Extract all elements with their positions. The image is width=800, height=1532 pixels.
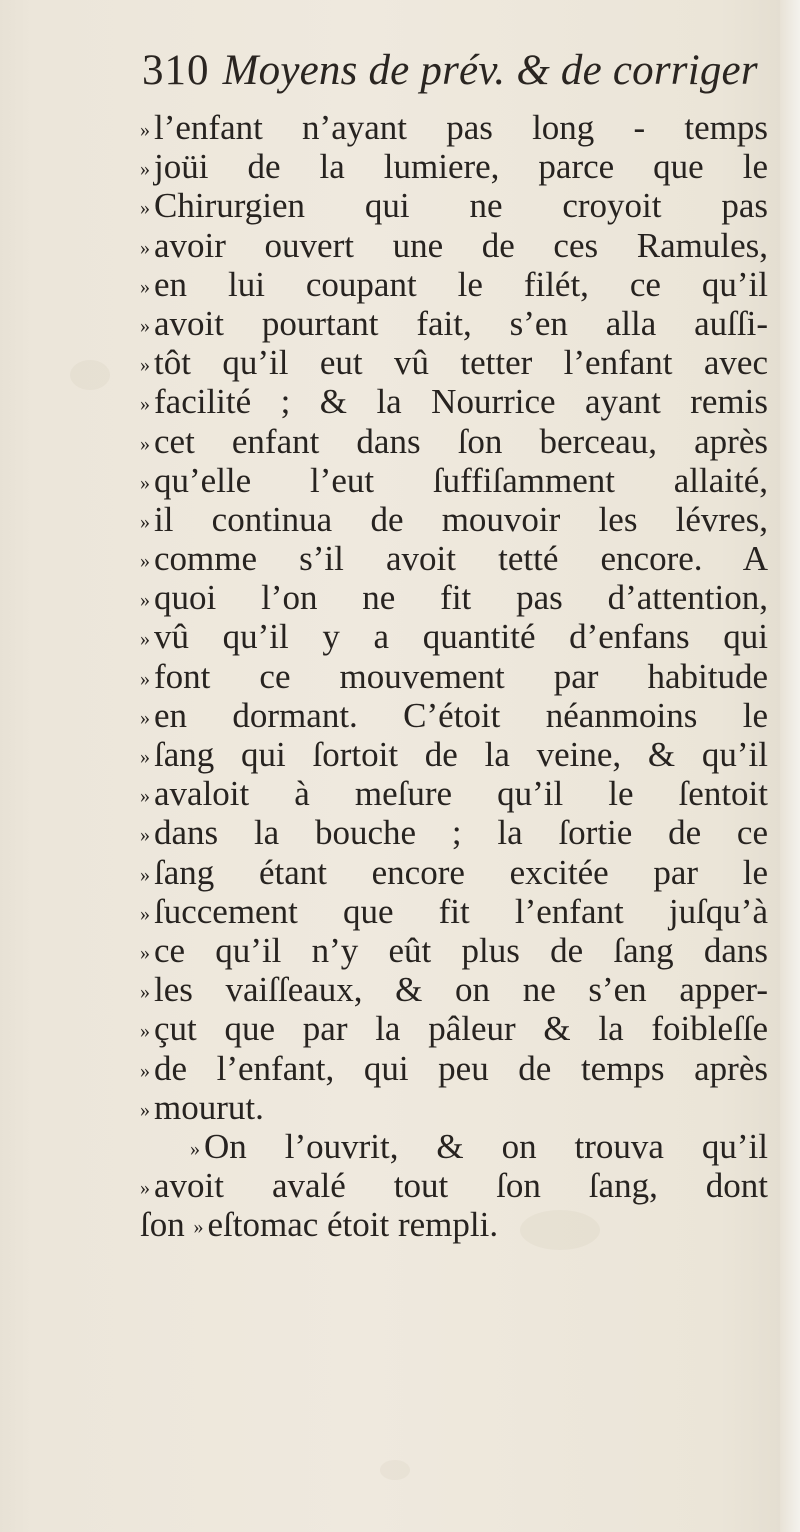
- text-line: [140, 892, 768, 931]
- line-text: avoir ouvert une de ces Ramules,: [154, 225, 768, 265]
- text-line: [140, 696, 768, 735]
- running-title: Moyens de prév. & de corriger: [222, 47, 758, 94]
- line-text: il continua de mouvoir les lévres,: [154, 499, 768, 539]
- line-text: joüi de la lumiere, parce que le: [154, 147, 768, 187]
- quote-mark: »: [140, 785, 150, 808]
- text-line: [140, 382, 768, 421]
- text-line: [140, 186, 768, 225]
- quote-mark: »: [190, 1137, 200, 1160]
- body-text: [140, 108, 768, 1244]
- quote-mark: »: [140, 902, 150, 925]
- quote-mark: »: [140, 275, 150, 298]
- line-text: de l’enfant, qui peu de temps après: [154, 1048, 768, 1088]
- text-line: [140, 813, 768, 852]
- quote-mark: »: [140, 1020, 150, 1043]
- text-line: [140, 1009, 768, 1048]
- quote-mark: »: [140, 510, 150, 533]
- quote-mark: »: [140, 589, 150, 612]
- line-text: mourut.: [154, 1087, 264, 1127]
- text-line: [140, 461, 768, 500]
- line-text: ſang étant encore excitée par le: [154, 852, 768, 892]
- quote-mark: »: [140, 197, 150, 220]
- quote-mark: »: [140, 550, 150, 573]
- quote-mark: »: [140, 706, 150, 729]
- text-line: [140, 657, 768, 696]
- quote-mark: »: [140, 941, 150, 964]
- quote-mark: »: [140, 119, 150, 141]
- text-line: [140, 108, 768, 147]
- quote-mark: »: [140, 1177, 150, 1200]
- line-text: l’enfant n’ayant pas long - temps: [154, 108, 768, 147]
- text-line: [140, 774, 768, 813]
- line-text: ce qu’il n’y eût plus de ſang dans: [154, 930, 768, 970]
- quote-mark: »: [140, 1059, 150, 1082]
- line-text: avoit pourtant fait, s’en alla auſſi-: [154, 303, 768, 343]
- paper-stain: [70, 360, 110, 390]
- text-line: [140, 1088, 768, 1127]
- text-line: [140, 1049, 768, 1088]
- line-text: ſon: [140, 1205, 185, 1245]
- line-text: eſtomac étoit rempli.: [207, 1205, 499, 1245]
- line-text: quoi l’on ne fit pas d’attention,: [154, 578, 768, 618]
- text-line: [140, 226, 768, 265]
- line-text: en lui coupant le filét, ce qu’il: [154, 264, 768, 304]
- quote-mark: »: [140, 863, 150, 886]
- line-text: en dormant. C’étoit néanmoins le: [154, 695, 768, 735]
- line-text: ſang qui ſortoit de la veine, & qu’il: [154, 735, 768, 774]
- page-number: 310: [142, 47, 210, 94]
- line-text: avoit avalé tout ſon ſang, dont: [154, 1166, 768, 1206]
- quote-mark: »: [140, 236, 150, 259]
- quote-mark: »: [140, 393, 150, 416]
- text-line: [140, 343, 768, 382]
- line-text: les vaiſſeaux, & on ne s’en apper-: [154, 970, 768, 1010]
- line-text: qu’elle l’eut ſuffiſamment allaité,: [154, 460, 768, 500]
- text-line: [140, 422, 768, 461]
- text-line: [140, 539, 768, 578]
- quote-mark: »: [140, 158, 150, 181]
- text-line: [140, 970, 768, 1009]
- text-line: [140, 304, 768, 343]
- text-line: [140, 617, 768, 656]
- line-text: font ce mouvement par habitude: [154, 656, 768, 696]
- quote-mark: »: [140, 314, 150, 337]
- text-line: [140, 1127, 768, 1166]
- line-text: dans la bouche ; la ſortie de ce: [154, 813, 768, 853]
- quote-mark: »: [140, 667, 150, 690]
- quote-mark: »: [140, 432, 150, 455]
- line-text: tôt qu’il eut vû tetter l’enfant avec: [154, 343, 768, 383]
- quote-mark: »: [140, 354, 150, 377]
- text-line: [140, 735, 768, 774]
- line-text: avaloit à meſure qu’il le ſentoit: [154, 774, 768, 814]
- quote-mark: »: [140, 981, 150, 1004]
- line-text: facilité ; & la Nourrice ayant remis: [154, 382, 768, 422]
- paper-stain: [380, 1460, 410, 1480]
- text-line: [140, 500, 768, 539]
- page-header: [142, 46, 772, 108]
- text-line: [140, 1166, 768, 1205]
- quote-mark: »: [193, 1216, 204, 1239]
- line-text: On l’ouvrit, & on trouva qu’il: [204, 1126, 768, 1166]
- line-text: Chirurgien qui ne croyoit pas: [154, 186, 768, 226]
- quote-mark: »: [140, 1098, 150, 1121]
- text-line: [140, 147, 768, 186]
- line-text: çut que par la pâleur & la foibleſſe: [154, 1009, 768, 1049]
- text-line: [140, 265, 768, 304]
- text-line: [140, 578, 768, 617]
- quote-mark: »: [140, 746, 150, 768]
- quote-mark: »: [140, 824, 150, 847]
- line-text: cet enfant dans ſon berceau, après: [154, 421, 768, 461]
- text-line: [140, 853, 768, 892]
- page-edge: [780, 0, 800, 1532]
- quote-mark: »: [140, 628, 150, 651]
- line-text: comme s’il avoit tetté encore. A: [154, 539, 768, 579]
- text-line-final: [140, 1205, 768, 1244]
- quote-mark: »: [140, 471, 150, 494]
- line-text: ſuccement que fit l’enfant juſqu’à: [154, 891, 768, 931]
- line-text: vû qu’il y a quantité d’enfans qui: [154, 617, 768, 657]
- text-line: [140, 931, 768, 970]
